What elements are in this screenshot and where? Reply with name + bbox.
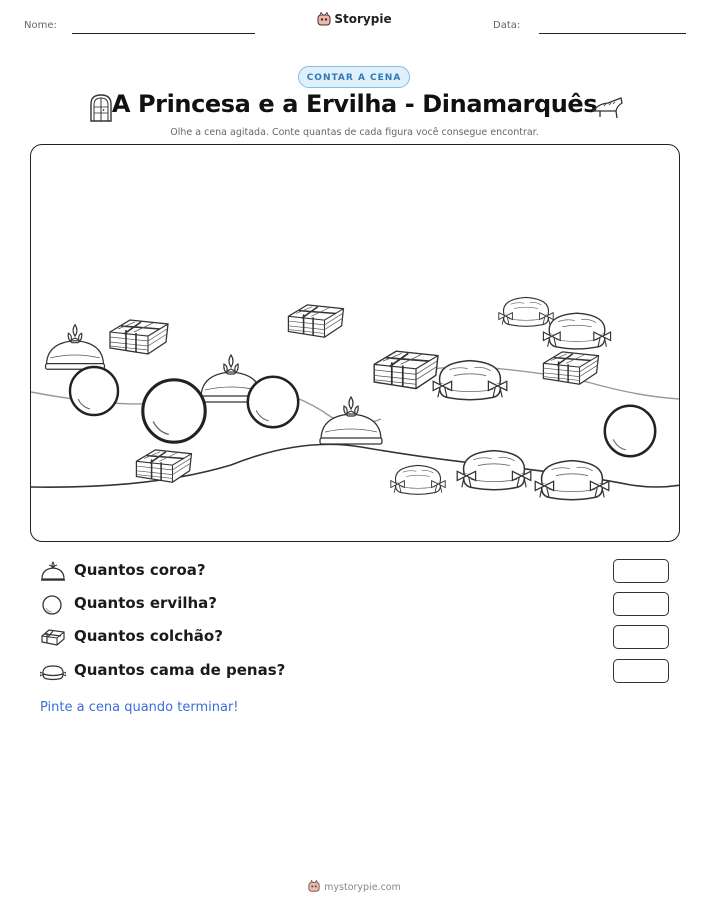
crown (46, 325, 105, 370)
name-label: Nome: (24, 20, 57, 31)
mattress (136, 450, 191, 482)
brand (0, 12, 709, 26)
mattress (288, 305, 343, 337)
pea (248, 377, 298, 427)
activity-badge: CONTAR A CENA (298, 66, 410, 88)
footer (0, 880, 709, 893)
date-label: Data: (493, 20, 521, 31)
pea (605, 406, 655, 456)
question-label: Quantos coroa? (74, 561, 206, 579)
featherbed (391, 465, 445, 494)
crown (320, 397, 382, 444)
featherbed (535, 461, 609, 500)
pea (143, 380, 205, 442)
instructions: Olhe a cena agitada. Conte quantas de cada figura você consegue encontrar. (170, 127, 539, 138)
answer-box-mattress[interactable] (613, 625, 669, 649)
scene-artwork (31, 145, 680, 542)
storypie-logo-icon (308, 880, 320, 892)
mattress (110, 320, 168, 354)
question-label: Quantos colchão? (74, 627, 223, 645)
counting-scene[interactable] (30, 144, 680, 542)
name-field[interactable] (72, 33, 255, 34)
date-field[interactable] (539, 33, 686, 34)
page-title: A Princesa e a Ervilha - Dinamarquês (111, 90, 598, 118)
coloring-note: Pinte a cena quando terminar! (40, 700, 239, 715)
crown-icon (40, 561, 66, 583)
question-label: Quantos ervilha? (74, 594, 217, 612)
footer-url: mystorypie.com (324, 882, 401, 893)
answer-box-featherbed[interactable] (613, 659, 669, 683)
mattress-icon (40, 627, 66, 649)
mattress (374, 351, 438, 388)
mattress (543, 352, 598, 384)
pea-icon (40, 594, 66, 616)
storypie-logo-icon (317, 12, 331, 26)
pea (70, 367, 118, 415)
featherbed-icon (40, 661, 66, 683)
featherbed (499, 297, 553, 326)
featherbed (457, 451, 531, 490)
question-mattress (40, 625, 680, 653)
answer-box-pea[interactable] (613, 592, 669, 616)
featherbed (433, 361, 507, 400)
question-label: Quantos cama de penas? (74, 661, 286, 679)
question-featherbed (40, 659, 680, 687)
brand-name: Storypie (334, 12, 392, 26)
glass-slipper-icon (590, 94, 624, 120)
question-crown (40, 559, 680, 587)
answer-box-crown[interactable] (613, 559, 669, 583)
question-pea (40, 592, 680, 620)
